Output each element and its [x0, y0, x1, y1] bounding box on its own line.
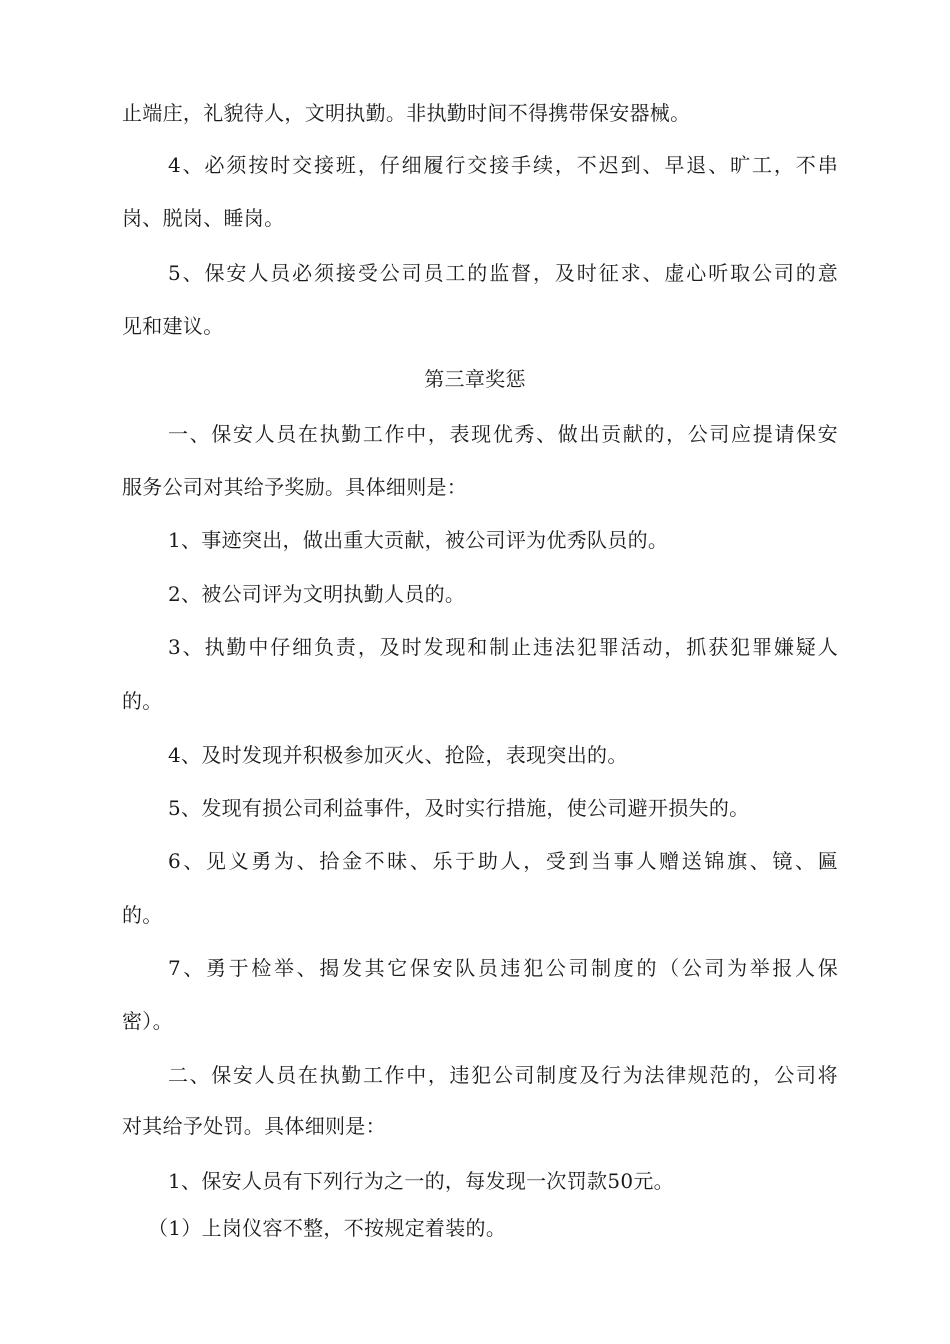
paragraph-line: 岗、脱岗、睡岗。 — [122, 206, 285, 230]
list-item: 1、事迹突出，做出重大贡献，被公司评为优秀队员的。 — [168, 528, 669, 552]
paragraph-line: 二、保安人员在执勤工作中，违犯公司制度及行为法律规范的，公司将 — [168, 1063, 838, 1087]
paragraph-line: 5、保安人员必须接受公司员工的监督，及时征求、虚心听取公司的意 — [168, 261, 838, 285]
list-item: 7、勇于检举、揭发其它保安队员违犯公司制度的（公司为举报人保 — [168, 956, 838, 980]
list-item: 2、被公司评为文明执勤人员的。 — [168, 582, 466, 606]
paragraph-line: 服务公司对其给予奖励。具体细则是： — [122, 475, 468, 499]
list-item: 6、见义勇为、拾金不昧、乐于助人，受到当事人赠送锦旗、镜、匾 — [168, 849, 838, 873]
paragraph-line: 一、保安人员在执勤工作中，表现优秀、做出贡献的，公司应提请保安 — [168, 422, 838, 446]
paragraph-line: 止端庄，礼貌待人，文明执勤。非执勤时间不得携带保安器械。 — [122, 101, 691, 125]
list-item: 1、保安人员有下列行为之一的，每发现一次罚款50元。 — [168, 1169, 674, 1193]
sub-list-item: （1）上岗仪容不整，不按规定着装的。 — [148, 1216, 507, 1240]
paragraph-line: 的。 — [122, 689, 163, 713]
paragraph-line: 对其给予处罚。具体细则是： — [122, 1114, 386, 1138]
paragraph-line: 密）。 — [122, 1009, 173, 1033]
list-item: 5、发现有损公司利益事件，及时实行措施，使公司避开损失的。 — [168, 796, 750, 820]
list-item: 4、及时发现并积极参加灭火、抢险，表现突出的。 — [168, 743, 628, 767]
list-item: 3、执勤中仔细负责，及时发现和制止违法犯罪活动，抓获犯罪嫌疑人 — [168, 635, 838, 659]
paragraph-line: 的。 — [122, 903, 163, 927]
paragraph-line: 见和建议。 — [122, 314, 224, 338]
chapter-heading: 第三章奖惩 — [424, 367, 526, 391]
paragraph-line: 4、必须按时交接班，仔细履行交接手续，不迟到、早退、旷工，不串 — [168, 153, 838, 177]
